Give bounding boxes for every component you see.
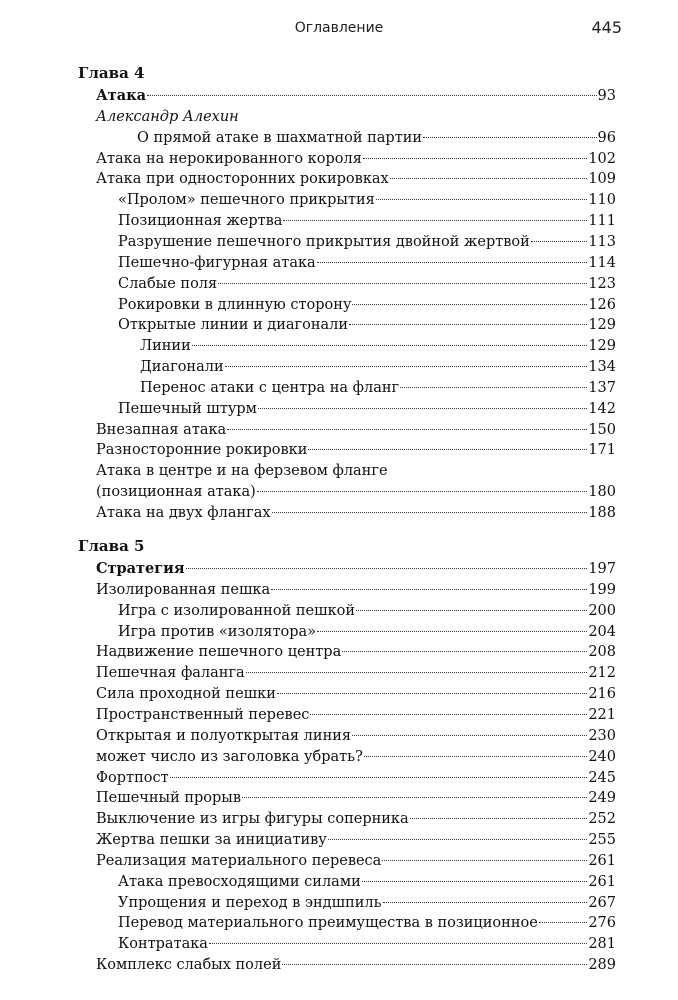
- toc-entry-title: Атака превосходящими силами: [118, 873, 361, 890]
- dot-leader: [363, 158, 587, 159]
- toc-entry-title: Диагонали: [140, 359, 224, 376]
- toc-entry[interactable]: [96, 767, 616, 789]
- dot-leader: [364, 756, 587, 757]
- toc-entry[interactable]: [118, 189, 616, 211]
- dot-leader: [317, 631, 587, 632]
- dot-leader: [410, 818, 588, 819]
- dot-leader: [328, 839, 587, 840]
- dot-leader: [258, 408, 587, 409]
- toc-entry-title: Жертва пешки за инициативу: [96, 832, 327, 849]
- page-header: [0, 14, 678, 44]
- toc-entry-title: Атака на двух флангах: [96, 505, 271, 521]
- toc-entry[interactable]: [96, 954, 616, 976]
- toc-entry-title: Открытая и полуоткрытая линия: [96, 727, 352, 744]
- toc-entry-title: Пешечно-фигурная атака: [118, 254, 316, 271]
- toc-entry-page: 221: [588, 706, 616, 723]
- toc-entry-page: 267: [588, 894, 616, 911]
- dot-leader: [308, 449, 587, 450]
- toc-entry-page: 111: [588, 213, 616, 230]
- toc-entry-page: 134: [588, 359, 616, 376]
- toc-entry-title: Игра с изолированной пешкой: [118, 602, 356, 619]
- toc-entry[interactable]: [140, 356, 616, 378]
- toc-entry[interactable]: [118, 210, 616, 232]
- toc-entry-page: 129: [588, 317, 616, 334]
- toc-entry[interactable]: [140, 335, 616, 357]
- dot-leader: [352, 304, 587, 305]
- toc-entry[interactable]: [96, 829, 616, 851]
- toc-entry[interactable]: [96, 481, 616, 503]
- dot-leader: [383, 902, 588, 903]
- dot-leader: [209, 943, 587, 944]
- dot-leader: [272, 512, 588, 513]
- toc-entry[interactable]: [96, 662, 616, 684]
- dot-leader: [242, 797, 587, 798]
- toc-entry-title: Фортпост: [96, 769, 169, 786]
- chapter-heading: Глава 5: [78, 537, 145, 555]
- toc-entry[interactable]: [96, 808, 616, 830]
- dot-leader: [382, 860, 587, 861]
- toc-entry[interactable]: [118, 600, 616, 622]
- toc-entry-page: 261: [588, 852, 616, 869]
- toc-entry[interactable]: [118, 871, 616, 893]
- toc-entry-title: «Пролом» пешечного прикрытия: [118, 192, 375, 209]
- toc-entry-page: 245: [588, 769, 616, 786]
- toc-entry-page: 212: [588, 665, 616, 682]
- page-number: 445: [591, 18, 622, 37]
- toc-entry-page: 93: [597, 88, 616, 104]
- toc-entry[interactable]: [96, 746, 616, 768]
- toc-entry[interactable]: [140, 377, 616, 399]
- toc-entry-page: 96: [597, 129, 616, 146]
- toc-entry-page: 276: [588, 915, 616, 932]
- toc-entry[interactable]: [96, 148, 616, 170]
- toc-entry-page: 289: [588, 957, 616, 974]
- toc-entry[interactable]: [96, 850, 616, 872]
- toc-entry-page: 114: [588, 254, 616, 271]
- toc-entry-page: 109: [588, 171, 616, 188]
- dot-leader: [283, 220, 587, 221]
- toc-entry-title: Линии: [140, 338, 191, 355]
- toc-entry-page: 204: [588, 623, 616, 640]
- toc-entry[interactable]: [118, 621, 616, 643]
- toc-entry-title: (позиционная атака): [96, 484, 256, 501]
- toc-entry[interactable]: [118, 398, 616, 420]
- toc-entry[interactable]: [96, 502, 616, 524]
- toc-entry[interactable]: [96, 419, 616, 441]
- toc-entry-title: Пешечный прорыв: [96, 790, 242, 807]
- toc-entry[interactable]: [96, 168, 616, 190]
- dot-leader: [227, 429, 587, 430]
- toc-entry[interactable]: [96, 787, 616, 809]
- dot-leader: [186, 568, 588, 569]
- toc-entry-page: 142: [588, 400, 616, 417]
- toc-entry[interactable]: [118, 294, 616, 316]
- toc-entry-page: 199: [588, 581, 616, 598]
- dot-leader: [147, 95, 596, 96]
- dot-leader: [225, 366, 588, 367]
- toc-entry[interactable]: [96, 641, 616, 663]
- toc-entry-title: Пешечный штурм: [118, 400, 257, 417]
- toc-entry-page: 200: [588, 602, 616, 619]
- dot-leader: [277, 693, 587, 694]
- toc-entry-title: Позиционная жертва: [118, 213, 283, 230]
- running-title: Оглавление: [294, 20, 384, 36]
- toc-entry[interactable]: [96, 439, 616, 461]
- toc-entry[interactable]: [96, 683, 616, 705]
- toc-entry-title: Сила проходной пешки: [96, 686, 276, 703]
- toc-entry[interactable]: [96, 704, 616, 726]
- toc-entry-title: Атака на нерокированного короля: [96, 150, 362, 167]
- toc-entry[interactable]: [96, 725, 616, 747]
- toc-entry[interactable]: [96, 85, 616, 107]
- toc-entry-page: 113: [588, 233, 616, 250]
- toc-entry-title: Стратегия: [96, 560, 185, 577]
- dot-leader: [257, 491, 588, 492]
- toc-entry-page: 252: [588, 811, 616, 828]
- toc-entry-page: 249: [588, 790, 616, 807]
- toc-entry-title: Надвижение пешечного центра: [96, 644, 342, 661]
- toc-entry-title: Рокировки в длинную сторону: [118, 296, 352, 313]
- toc-entry-title: Пешечная фаланга: [96, 665, 245, 682]
- dot-leader: [282, 964, 587, 965]
- dot-leader: [352, 735, 587, 736]
- toc-entry-title: Атака: [96, 87, 147, 104]
- toc-entry-page: 197: [588, 561, 616, 577]
- dot-leader: [317, 262, 588, 263]
- toc-entry-title: может число из заголовка убрать?: [96, 748, 363, 765]
- toc-entry[interactable]: [118, 912, 616, 934]
- toc-entry-title: Перевод материального преимущества в позиционное: [118, 915, 538, 932]
- toc-entry-title: Разрушение пешечного прикрытия двойной жертвой: [118, 233, 530, 250]
- toc-entry-title: Разносторонние рокировки: [96, 442, 308, 459]
- toc-entry-page: 261: [588, 873, 616, 890]
- dot-leader: [170, 777, 588, 778]
- toc-entry-page: 102: [588, 150, 616, 167]
- toc-entry-text: Александр Алехин: [96, 108, 239, 125]
- toc-entry-page: 171: [588, 442, 616, 459]
- toc-entry[interactable]: [96, 558, 616, 580]
- toc-entry[interactable]: [118, 933, 616, 955]
- dot-leader: [539, 922, 588, 923]
- toc-entry[interactable]: [118, 252, 616, 274]
- dot-leader: [376, 199, 588, 200]
- toc-entry-page: 180: [588, 484, 616, 501]
- toc-entry-page: 208: [588, 644, 616, 661]
- dot-leader: [423, 137, 596, 138]
- toc-entry-page: 129: [588, 338, 616, 355]
- toc-entry-title: Слабые поля: [118, 275, 218, 292]
- toc-entry-page: 188: [588, 505, 616, 521]
- toc-entry-page: 216: [588, 686, 616, 703]
- toc-entry-title: Внезапная атака: [96, 421, 227, 438]
- toc-entry-page: 240: [588, 748, 616, 765]
- toc-entry-title: Комплекс слабых полей: [96, 957, 282, 974]
- toc-entry-page: 110: [588, 192, 616, 209]
- toc-entry-page: 137: [588, 379, 616, 396]
- toc-entry[interactable]: [118, 273, 616, 295]
- dot-leader: [218, 283, 587, 284]
- toc-entry-page: 281: [588, 936, 616, 953]
- toc-entry-title: Реализация материального перевеса: [96, 852, 382, 869]
- toc-entry-page: 255: [588, 832, 616, 849]
- dot-leader: [342, 651, 587, 652]
- dot-leader: [192, 345, 588, 346]
- dot-leader: [271, 589, 587, 590]
- toc-entry-page: 123: [588, 275, 616, 292]
- toc-entry-title: Пространственный перевес: [96, 706, 310, 723]
- toc-entry-title: Изолированная пешка: [96, 581, 271, 598]
- toc-entry[interactable]: [118, 314, 616, 336]
- dot-leader: [390, 178, 588, 179]
- toc-entry-text: Атака в центре и на ферзевом фланге: [96, 463, 388, 480]
- dot-leader: [349, 324, 587, 325]
- toc-entry-title: Перенос атаки с центра на фланг: [140, 379, 400, 396]
- toc-entry-title: Открытые линии и диагонали: [118, 317, 349, 334]
- dot-leader: [310, 714, 587, 715]
- toc-entry-page: 150: [588, 421, 616, 438]
- toc-entry-title: Атака при односторонних рокировках: [96, 171, 389, 188]
- toc-entry-title: Контратака: [118, 936, 208, 953]
- dot-leader: [362, 881, 588, 882]
- dot-leader: [356, 610, 587, 611]
- toc-entry-title: Игра против «изолятора»: [118, 623, 316, 640]
- dot-leader: [400, 387, 587, 388]
- toc-entry[interactable]: [118, 892, 616, 914]
- toc-entry-title: Выключение из игры фигуры соперника: [96, 811, 409, 828]
- dot-leader: [246, 672, 588, 673]
- toc-entry-page: 126: [588, 296, 616, 313]
- toc-entry[interactable]: [137, 127, 616, 149]
- dot-leader: [531, 241, 588, 242]
- toc-entry-page: 230: [588, 727, 616, 744]
- toc-entry[interactable]: [118, 231, 616, 253]
- toc-entry-title: О прямой атаке в шахматной партии: [137, 129, 423, 146]
- chapter-heading: Глава 4: [78, 64, 145, 82]
- toc-entry[interactable]: [96, 579, 616, 601]
- toc-entry-title: Упрощения и переход в эндшпиль: [118, 894, 382, 911]
